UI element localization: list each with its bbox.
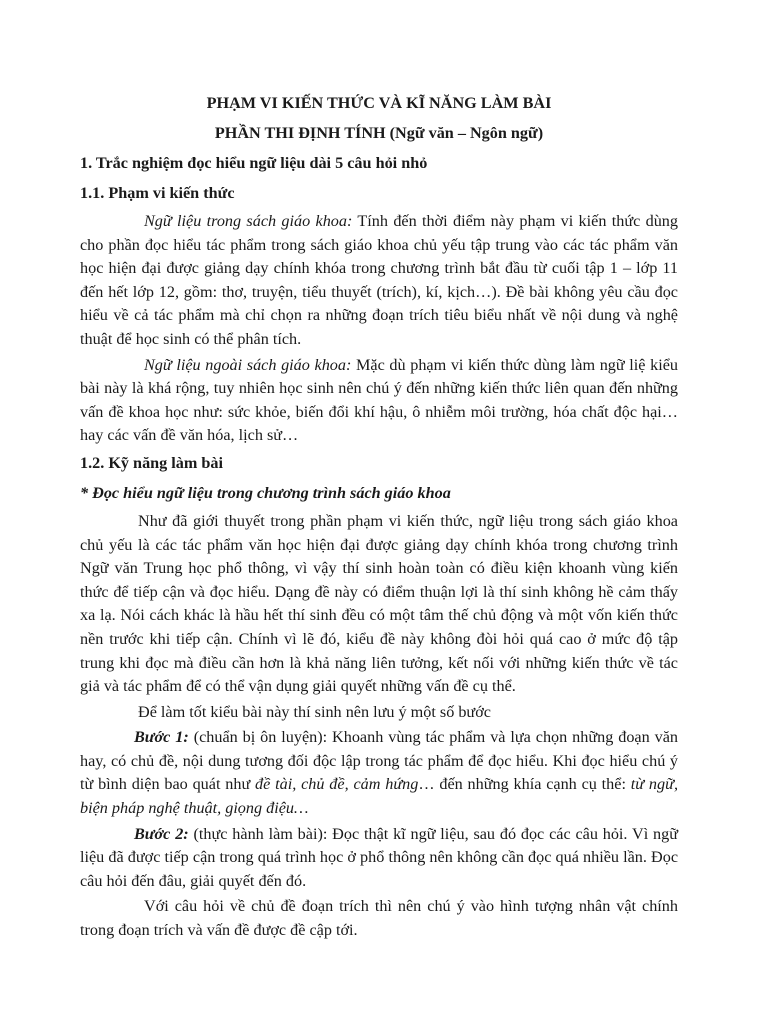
subtitle-paren: (Ngữ văn – Ngôn ngữ): [385, 124, 544, 142]
step-1-label: Bước 1:: [134, 728, 189, 747]
paragraph-lead-italic: Ngữ liệu trong sách giáo khoa:: [144, 212, 353, 230]
document-subtitle: [80, 118, 678, 148]
paragraph-reading-skills: Như đã giới thuyết trong phần phạm vi kiến thức, ngữ liệu trong sách giáo khoa chủ yếu là các tác phẩm văn học hiện đại được giảng dạy chính khóa trong chương trình Ngữ văn Trung học phổ thông, vì vậy thí sinh hoàn toàn có điều kiện khoanh vùng kiến thức để tiếp cận và đọc hiểu. Dạng đề này có điểm thuận lợi là thí sinh không hề cảm thấy xa lạ. Nói cách khác là hầu hết thí sinh đều có một tâm thế chủ động và một vốn kiến thức nền trước khi tiếp cận. Chính vì lẽ đó, kiểu đề này không đòi hỏi quá cao ở mức độ tập trung khi đọc mà điều cần hơn là khả năng liên tưởng, kết nối với những kiến thức về tác giả và tác phẩm để có thể vận dụng giải quyết những vấn đề cụ thể.: [80, 511, 678, 696]
subtitle-main: PHẦN THI ĐỊNH TÍNH: [214, 124, 386, 142]
step-1-text-b: … đến những khía cạnh cụ thể:: [418, 775, 631, 794]
paragraph-body: Tính đến thời điểm này phạm vi kiến thức dùng cho phần đọc hiểu tác phẩm trong sách giáo khoa chủ yếu tập trung vào các tác phẩm văn học hiện đại được giảng dạy chính khóa trong chương trình bắt đầu từ cuối tập 1 – lớp 11 đến hết lớp 12, gồm: thơ, truyện, tiểu thuyết (trích), kí, kịch…). Đề bài không yêu cầu đọc hiểu về cả tác phẩm mà chỉ chọn ra những đoạn trích tiêu biểu nhất về nội dung và nghệ thuật để học sinh có thể phân tích.: [80, 212, 678, 348]
section-1-heading: 1. Trắc nghiệm đọc hiểu ngữ liệu dài 5 câu hỏi nhỏ: [80, 154, 428, 172]
paragraph-external-material: [80, 354, 678, 448]
step-2-text: (thực hành làm bài): Đọc thật kĩ ngữ liệu, sau đó đọc các câu hỏi. Vì ngữ liệu đã được tiếp cận trong quá trình học ở phổ thông nên không cần đọc quá nhiều lần. Đọc câu hỏi đến đâu, giải quyết đến đó.: [80, 824, 678, 890]
paragraph-step-2: [80, 823, 678, 894]
step-2-label: Bước 2:: [134, 824, 189, 843]
step-1-text-a: (chuẩn bị ôn luyện): Khoanh vùng tác phẩm và lựa chọn những đoạn văn hay, có chủ đề, nội dung tương đối độc lập trong tác phẩm để đọc hiểu. Khi đọc hiểu chú ý từ bình diện bao quát như: [80, 728, 678, 794]
document-title: PHẠM VI KIẾN THỨC VÀ KĨ NĂNG LÀM BÀI: [206, 94, 552, 112]
step-1-italic-a: đề tài, chủ đề, cảm hứng: [255, 775, 419, 794]
paragraph-body: Mặc dù phạm vi kiến thức dùng làm ngữ liệ kiểu bài này là khá rộng, tuy nhiên học sinh nên chú ý đến những kiến thức liên quan đến những vấn đề khoa học như: sức khỏe, biến đổi khí hậu, ô nhiễm môi trường, hóa chất độc hại…hay các vấn đề văn hóa, lịch sử…: [80, 355, 678, 445]
document-page: [80, 88, 678, 943]
paragraph-lead-italic: Ngữ liệu ngoài sách giáo khoa:: [144, 355, 352, 374]
paragraph-textbook-material: [80, 210, 678, 352]
subsection-star-heading: * Đọc hiểu ngữ liệu trong chương trình sách giáo khoa: [80, 483, 451, 502]
paragraph-step-1: [80, 726, 678, 820]
paragraph-topic-question: Với câu hỏi về chủ đề đoạn trích thì nên chú ý vào hình tượng nhân vật chính trong đoạn trích và vấn đề được đề cập tới.: [80, 897, 678, 940]
step-1-italic-b: từ ngữ, biện pháp nghệ thuật, giọng điệu…: [80, 775, 678, 818]
section-1-2-heading: 1.2. Kỹ năng làm bài: [80, 453, 224, 472]
section-1-1-heading: 1.1. Phạm vi kiến thức: [80, 184, 235, 202]
paragraph-steps-intro: Để làm tốt kiểu bài này thí sinh nên lưu ý một số bước: [138, 702, 491, 721]
